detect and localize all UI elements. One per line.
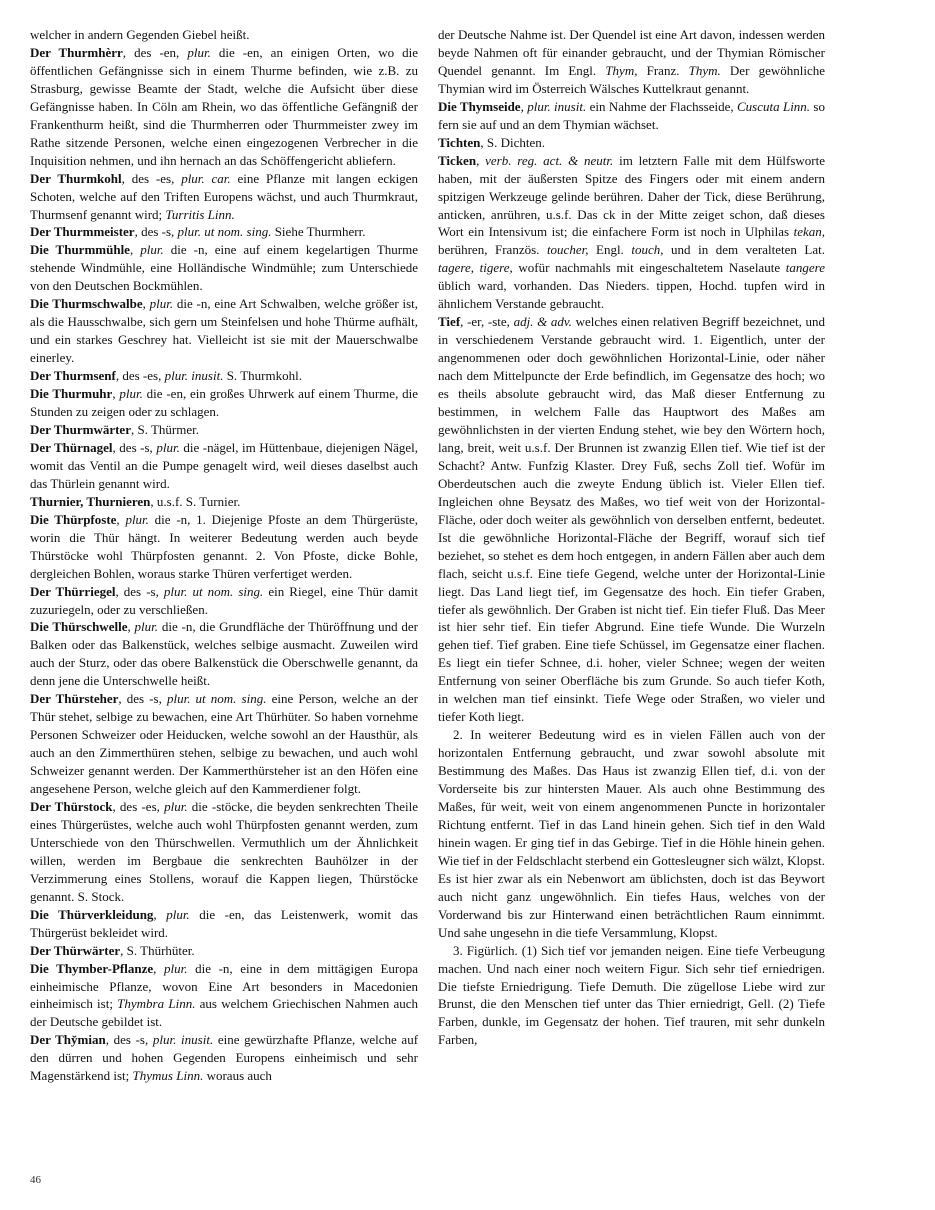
headword: Die Thurmmühle [30,242,130,258]
dictionary-entry [438,98,825,134]
entry-text: , des -es, [121,170,182,186]
dictionary-entry [30,170,418,224]
italic-term: plur. [134,619,159,635]
entry-text: , [127,619,135,635]
dictionary-entry [30,223,418,241]
italic-term: Thym. [688,62,721,78]
entry-text: , des -s, [105,1032,153,1048]
entry-text: 2. In weiterer Bedeutung wird es in vielen Fällen auch von der horizontalen Entfernung gebraucht, und zwar sowohl absolute mit Bestimmung des Maßes. Das Haus ist zwanzig Ellen tief, d.i. von der Vorderseite bis zur hintersten Mauer. Als auch ohne Bestimmung des Maßes, für weit, weit von einem angenommenen Puncte in horizontaler Richtung entfernt. Tief in das Land hinein gehen. Sich tief in den Wald hinein wagen. Er ging tief in das Gebirge. Tief in die Höhle hinein gehen. Wie tief in der Feldschlacht sterbend ein Gotteslеugner sich wälzt, Klopst. Es ist hier zwar als ein Nebenwort am üblichsten, doch ist das Beywort auch nicht ganz ungewöhnlich. Ein tiefes Haus, welches von der Vorderwand bis zur Hinterwand einen beträchtlichen Raum einnimmt. Und sahe ungesehn in die tiefe Versammlung, Klopst. [438,727,825,940]
headword: Die Thymber-Pflanze [30,960,154,976]
entry-text: üblich ward, vorhanden. Das Nieders. tippen, Hochd. tupfen wird in ähnlichem Verstande gebraucht. [438,278,825,312]
dictionary-entry [30,26,418,44]
italic-term: verb. reg. act. & neutr. [485,152,614,168]
entry-text: die -n, die Grundfläche der Thüröffnung und der Balken oder das Balkenstück, welches selbige ausmacht. Zuweilen wird auch der Sturz, oder das obere Balkenstück die Oberschwelle genannt, da denn jene die Unterschwelle heißt. [30,619,419,689]
entry-text: Franz. [637,62,689,78]
headword: Die Thürverkleidung [30,906,154,922]
dictionary-entry [30,493,418,511]
italic-term: tangere [785,260,825,276]
entry-text: berühren, Französ. [438,242,547,258]
italic-term: adj. & adv. [513,314,572,330]
italic-term: Thym, [605,62,638,78]
entry-text: die -n, eine Art Schwalben, welche größer ist, als die Hausschwalbe, sich gern um Steinfelsen und hohe Thürme aufhält, und ein starkes Geschrey hat. Vielleicht ist sie mit der Mauerschwalbe einerley. [30,296,418,366]
entry-text: woraus auch [203,1068,272,1084]
headword: Der Thurmsenf [30,368,116,384]
entry-text: , [153,906,167,922]
entry-text: und in dem veralteten Lat. [663,242,826,258]
italic-term: Turritis Linn. [165,206,235,222]
italic-term: plur. [119,386,143,402]
italic-term: Thymbra Linn. [117,996,196,1012]
italic-term: plur. [156,439,180,455]
dictionary-entry [30,960,418,1032]
italic-term: plur. ut nom. sing. [166,691,267,707]
entry-text: die -en, ein großes Uhrwerk auf einem Thurme, die Stunden zu zeigen oder zu schlagen. [30,386,419,420]
entry-text: S. Thurmkohl. [223,368,302,384]
entry-text: aus welchem Griechischen Nahmen auch der Deutsche gebildet ist. [30,996,418,1030]
headword: Der Thurmwärter [30,421,131,437]
entry-text: , [520,98,528,114]
headword: Die Thurmschwalbe [30,296,143,312]
italic-term: plur. [164,960,188,976]
dictionary-entry [30,367,418,385]
entry-text: , [129,242,141,258]
entry-text: , des -s, [134,224,178,240]
entry-text: welcher in andern Gegenden Giebel heißt. [30,27,250,42]
headword: Die Thürpfoste [30,511,117,527]
entry-text: wofür nachmahls mit eingeschaltetem Naselaute [512,260,786,276]
entry-text: die -stöcke, die beyden senkrechten Theile eines Thürgerüstes, welche auch wohl Thürpfosten genannt werden, zum Unterschiede von den Thürschwellen. Vermuthlich um der Ähnlichkeit willen, werden im Bergbaue die senkrechten Bauhölzer in der Verzimmerung eines Stollens, worauf die Kappen liegen, Thürstöcke genannt. S. Stock. [30,798,418,904]
italic-term: plur. car. [181,170,231,186]
dictionary-entry [438,942,825,1050]
dictionary-entry [30,1031,418,1085]
italic-term: plur. ut nom. sing. [163,583,264,599]
italic-term: plur. [125,511,149,527]
italic-term: plur. [140,242,164,258]
italic-term: Thymus Linn. [132,1068,204,1084]
entry-text: eine Person, welche an der Thür stehet, selbige zu bewachen, eine Art Thürhüter. So haben vornehme Personen Schweizer oder Heiducken, welche sowohl an der Hausthür, als auch an den Zimmerthüren stehen, selbige zu bewachen, und auch wohl Schweizer genannt werden. Der Kammerthürsteher ist an den Höfen eine angesehene Person, welche gleich auf den Kammerdiener folgt. [30,691,418,797]
italic-term: tekan, [793,224,825,240]
italic-term: plur. [187,44,211,60]
left-column [30,26,418,1085]
entry-text: eine gewürzhafte Pflanze, welche auf den dürren und hohen Gegenden Europens einheimisch und sehr Magenstärkend ist; [30,1032,419,1084]
dictionary-entry [438,152,825,314]
dictionary-entry [30,583,418,619]
entry-text: so fern sie auf und an dem Thymian wächset. [438,98,825,132]
entry-text: , u.s.f. S. Turnier. [150,493,241,509]
italic-term: plur. ut nom. sing. [177,224,272,240]
headword: Der Thürriegel [30,583,116,599]
italic-term: plur. inusit. [527,98,587,114]
entry-text: , des -s, [115,583,164,599]
headword: Der Thürsteher [30,691,119,707]
headword: Der Thurmmeister [30,224,135,240]
entry-text: 3. Figürlich. (1) Sich tief vor jemanden neigen. Eine tiefe Verbeugung machen. Und nach einer noch weitern Figur. Sich sehr tief erniedrigen. Die tiefste Erniedrigung. Tiefe Demuth. Die zügellose Liebe wird zur Brunst, die den Menschen tief unter das Thier erniedrigt, Gell. (2) Tiefe Farben, dunkle, im Gegensatz der hohen. Tief trauren, mit sehr dunkeln Farben, [438,942,825,1048]
entry-text: eine Pflanze mit langen eckigen Schoten, welche auf den Triften Europens wächst, und auch Thurmkraut, Thurmsenf genannt wird; [30,170,418,222]
entry-text: , [112,386,120,402]
dictionary-entry [30,241,418,295]
dictionary-entry [438,26,825,98]
dictionary-entry [438,313,825,726]
headword: Die Thurmuhr [30,386,113,402]
headword: Der Thurmkohl [30,170,122,186]
entry-text: Engl. [588,242,632,258]
italic-term: plur. [149,296,174,312]
entry-text: ein Riegel, eine Thür damit zuzuriegeln, oder zu verschließen. [30,583,418,617]
italic-term: plur. [166,906,190,922]
entry-text: , [153,960,165,976]
entry-text: die -en, an einigen Orten, wo die öffentlichen Gefängnisse sich in einem Thurme befinden, wie z.B. zu Strasburg, gewisse Beamte der Stadt, welche die Aufsicht über diese Gefängnisse haben. In Cöln am Rhein, wo das öffentliche Gefängniß der Frankenthurm heißt, sind die Thurmherren oder Thurmmeister zwey im Rathe sitzende Personen, welche einen eingezogenen Verbrecher in die Inquisition nehmen, und ihn hernach an das Schöffengericht abliefern. [30,44,419,168]
headword: Tief [438,314,461,330]
headword: Der Thürstock [30,798,113,814]
entry-text: die -n, eine in dem mittägigen Europa einheimische Pflanze, wovon Eine Art besonders in Macedonien einheimisch ist; [30,960,418,1012]
headword: Ticken [438,152,477,168]
entry-text: , S. Thürhüter. [120,942,195,958]
italic-term: touch, [631,242,664,258]
entry-text: , -er, -ste, [460,314,514,330]
headword: Die Thürschwelle [30,619,128,635]
entry-text: Der gewöhnliche Thymian wird im Österreich Wälsches Kuttelkraut genannt. [438,62,825,96]
headword: Tichten [438,134,481,150]
entry-text: die -n, eine auf einem kegelartigen Thurme stehende Windmühle, eine Holländische Windmühle; zum Unterschiede von den Deutschen Bockmühlen. [30,242,419,294]
entry-text: Siehe Thurmherr. [271,224,366,240]
entry-text: , des -es, [112,798,165,814]
dictionary-entry [30,385,418,421]
italic-term: Cuscuta Linn. [736,98,811,114]
entry-text: ein Nahme der Flachsseide, [586,98,737,114]
entry-text: , [116,511,126,527]
entry-text: die -nägel, im Hüttenbaue, diejenigen Nägel, womit das Ventil an die Pumpe genagelt wird, weil dieses daselbst auch das Thürlein genannt wird. [30,439,418,491]
dictionary-entry [30,942,418,960]
dictionary-entry [30,906,418,942]
entry-text: welches einen relativen Begriff bezeichnet, und in verschiedenem Verstande gebraucht wird. 1. Eigentlich, unter der angenommenen oder doch gewöhnlichen Horizontal-Linie, oder näher nach dem Mittelpuncte der Erde befindlich, im Gegensatze des hoch; wo es theils absolute gebraucht wird, das Maß dieser Entfernung zu bestimmen, in welchem Falle das Hauptwort des Maßes am gewöhnlichsten in der vierten Endung stehet, wie bey den Wörtern hoch, lang, breit, weit u.s.f. Der Brunnen ist zwanzig Ellen tief. Wie tief ist der Schacht? Antw. Funfzig Klaster. Drey Fuß, sechs Zoll tief. Wofür im Oberdeutschen auch die zweyte Endung üblich ist. Vieler Ellen tief. Ingleichen ohne Beysatz des Maßes, wo tief weit von der Horizontal-Fläche, oder doch weiter als gewöhnlich von derselben entfernt, bedeutet. Ist die gewöhnliche Horizontal-Fläche der Begriff, worauf sich tief beziehet, so stehet es dem hoch entgegen, in andern Fällen aber auch dem flach, seicht u.s.f. Eine tiefe Gegend, welche unter der Horizontal-Linie liegt. Das Land liegt tief, im Gegensatze des hoch. Ein tiefer Graben, tiefer als gewöhnlich. Der Graben ist nicht tief. Ein tiefer Fluß. Das Meer ist hier sehr tief. Ein tiefer Abgrund. Eine tiefe Wunde. Die Wurzeln gehen tief. Tief graben. Eine tiefe Schüssel, im Gegensatze einer flachen. Es liegt ein tiefer Schnee, d.i. hoher, vieler Schnee; wegen der weiten Entfernung von seiner Oberfläche bis zum Grunde. So auch tiefer Koth, in welchen man tief einsinkt. Tiefe Wege oder Straßen, wo vieler und tiefer Koth liegt. [438,314,826,725]
headword: Der Thy̆mian [30,1032,106,1048]
headword: Der Thürnagel [30,439,113,455]
dictionary-entry [30,44,418,170]
entry-text: , des -s, [112,439,157,455]
dictionary-entry [30,690,418,798]
headword: Der Thurmhèrr [30,44,123,60]
italic-term: tagere, tigere, [438,260,513,276]
dictionary-entry [30,798,418,906]
entry-text: , S. Dichten. [480,134,546,150]
dictionary-entry [30,421,418,439]
entry-text: , S. Thürmer. [130,421,199,437]
entry-text: im letztern Falle mit dem Hülfsworte haben, mit der äußersten Spitze des Fingers oder mit einem andern spitzigen Werkzeuge gelinde berühren. Daher der Tick, diese Berührung, anticken, anrühren, u.s.f. Das ck in der Mitte zeiget schon, daß dieses Wort ein Intensivum ist; die einfachere Form ist noch in Ulphilas [438,152,825,240]
headword: Die Thymseide [438,98,521,114]
italic-term: plur. inusit. [152,1032,214,1048]
dictionary-entry [30,295,418,367]
entry-text: der Deutsche Nahme ist. Der Quendel ist eine Art davon, indessen werden beyde Nahmen oft für einander gebraucht, und der Thymian Römischer Quendel genannt. Im Engl. [438,27,825,78]
dictionary-entry [438,726,825,941]
entry-text: , des -en, [122,44,188,60]
headword: Der Thürwärter [30,942,121,958]
entry-text: die -en, das Leistenwerk, womit das Thürgerüst bekleidet wird. [30,906,418,940]
entry-text: , [476,152,486,168]
dictionary-entry [30,439,418,493]
italic-term: plur. inusit. [164,368,224,384]
dictionary-entry [30,618,418,690]
headword: Thurnier, Thurnieren [30,493,151,509]
italic-term: plur. [164,798,188,814]
entry-text: , des -s, [118,691,167,707]
entry-text: , des -es, [115,368,165,384]
entry-text: die -n, 1. Diejenige Pfoste an dem Thürgerüste, worin die Thür hängt. In weiterer Bedeutung werden auch beyde Thürstöcke wohl Thürpfosten genannt. 2. Von Pfoste, dicke Bohle, dergleichen Bohlen, woraus starke Thüren verfertiget werden. [30,511,418,581]
dictionary-entry [438,134,825,152]
italic-term: toucher, [546,242,589,258]
entry-text: , [142,296,150,312]
page-number: 46 [30,1174,41,1186]
dictionary-entry [30,511,418,583]
right-column [438,26,825,1049]
